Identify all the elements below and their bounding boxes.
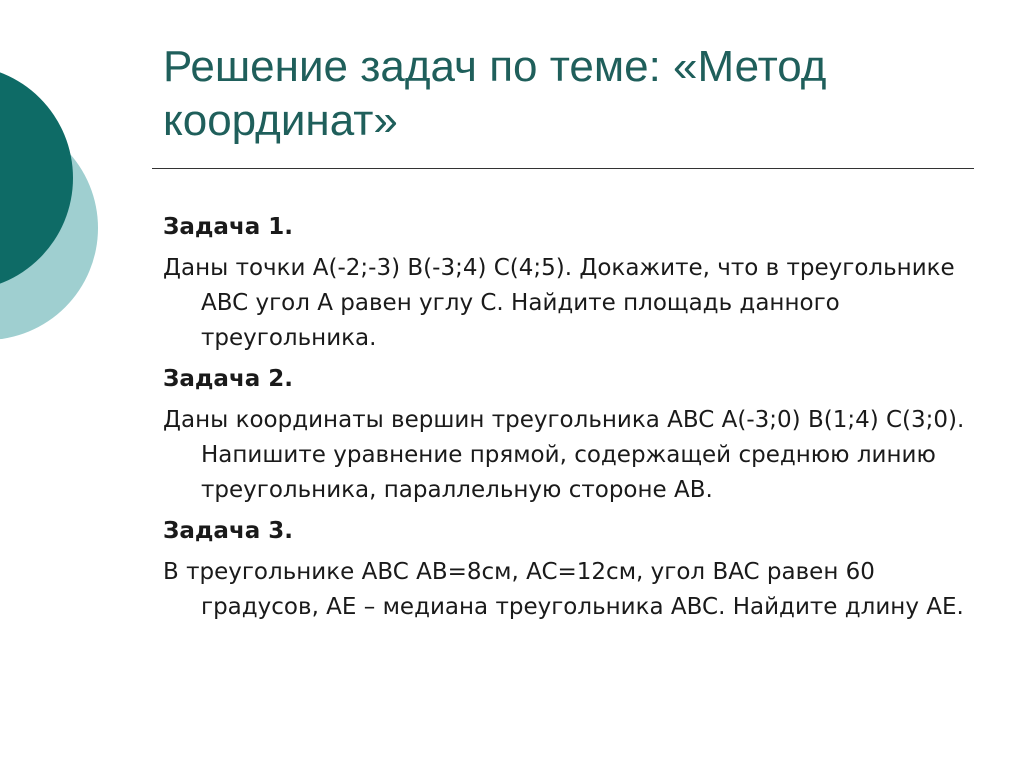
task-1 bbox=[163, 210, 983, 356]
task-text: Даны точки A(-2;-3) B(-3;4) C(4;5). Докажите, что в треугольнике ABC угол A равен углу C. Найдите площадь данного треугольника. bbox=[163, 255, 955, 351]
task-text: В треугольнике ABC AB=8см, AC=12см, угол BAC равен 60 градусов, AE – медиана треугольника ABC. Найдите длину AE. bbox=[163, 559, 964, 620]
task-heading: Задача 3. bbox=[163, 518, 294, 544]
slide-content bbox=[163, 210, 983, 631]
decorative-circles bbox=[0, 0, 120, 420]
task-3 bbox=[163, 514, 983, 625]
task-text: Даны координаты вершин треугольника ABC A(-3;0) B(1;4) C(3;0). Напишите уравнение прямой, содержащей среднюю линию треугольника, параллельную стороне AB. bbox=[163, 407, 965, 503]
slide-title: Решение задач по теме: «Метод координат» bbox=[163, 42, 827, 145]
task-heading: Задача 1. bbox=[163, 214, 294, 240]
title-divider bbox=[152, 168, 974, 169]
task-heading: Задача 2. bbox=[163, 366, 294, 392]
task-2 bbox=[163, 362, 983, 508]
